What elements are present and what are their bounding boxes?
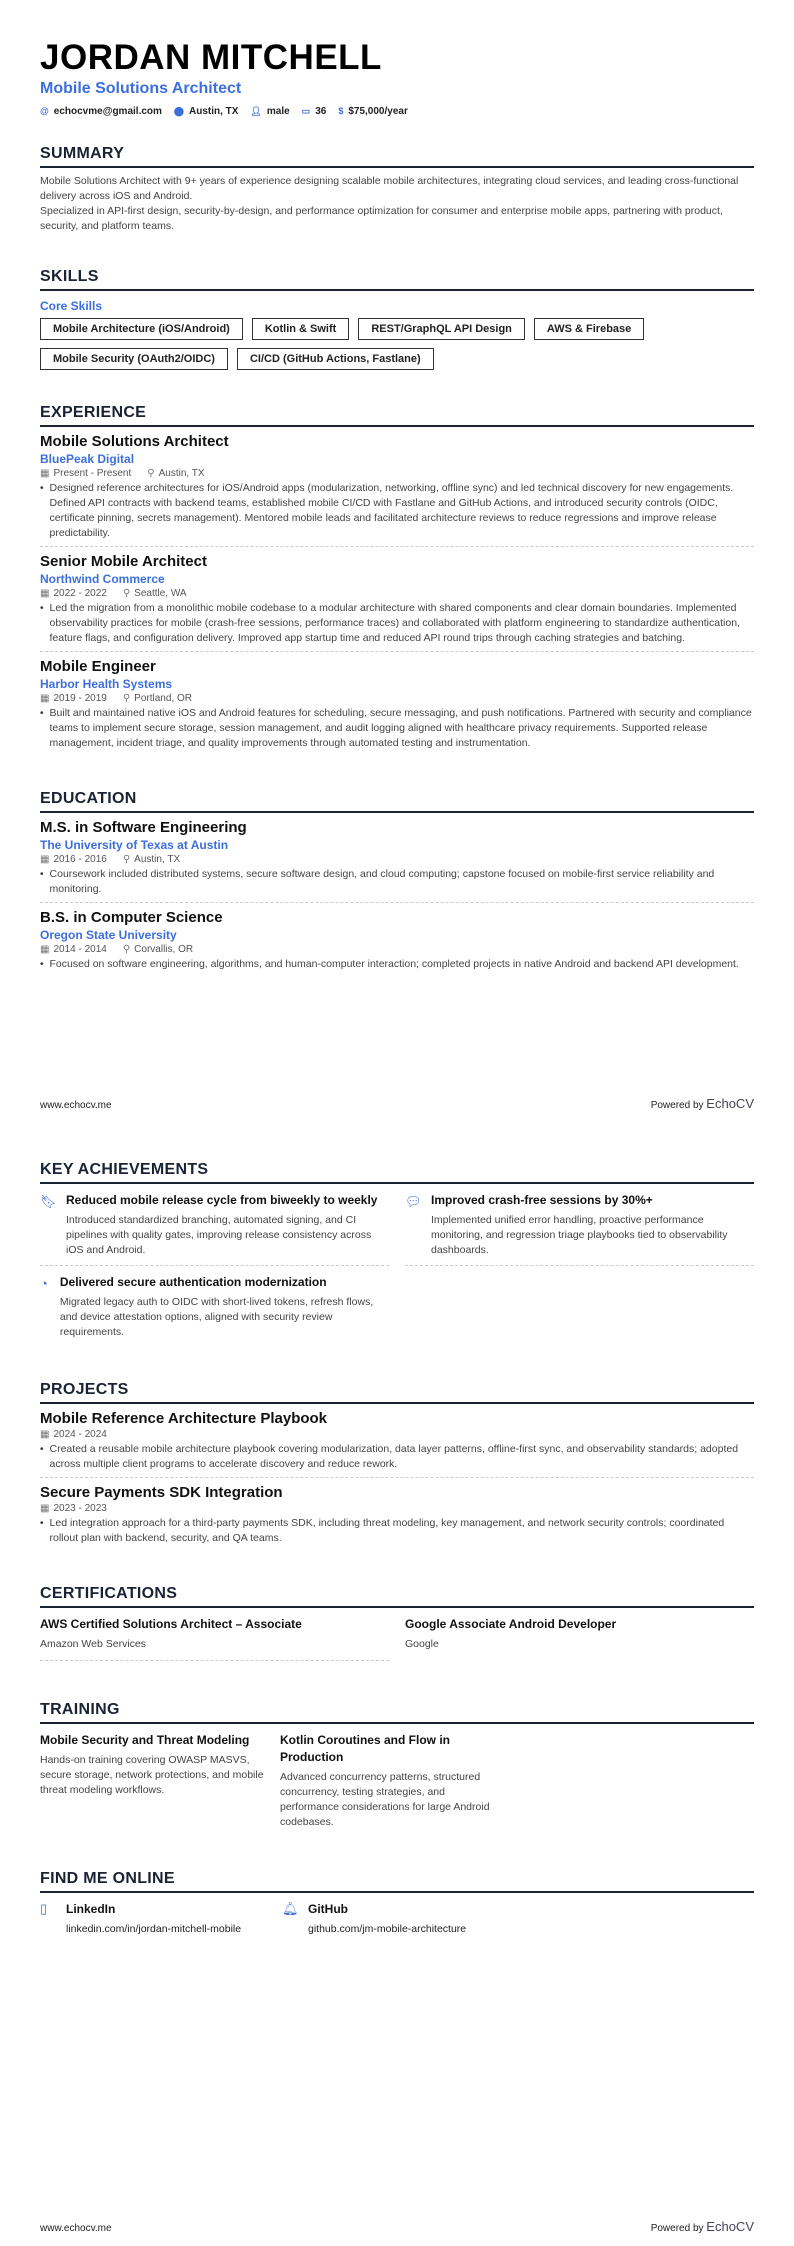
calendar-icon: ▦: [40, 854, 50, 865]
experience-entry: [40, 547, 754, 652]
summary-section: [40, 145, 754, 234]
github-link[interactable]: [282, 1893, 512, 1937]
achievements-section: [40, 1161, 754, 1347]
date-range: ▦ 2023 - 2023: [40, 1503, 107, 1514]
degree: M.S. in Software Engineering: [40, 819, 247, 836]
link-url[interactable]: github.com/jm-mobile-architecture: [308, 1923, 467, 1935]
skill-tag: AWS & Firebase: [534, 318, 644, 340]
bullet-icon: •: [40, 483, 44, 494]
contact-location: ⬤ Austin, TX: [173, 106, 239, 117]
location: ⚲ Seattle, WA: [122, 588, 187, 599]
section-heading: KEY ACHIEVEMENTS: [40, 1161, 754, 1184]
entry-description: Focused on software engineering, algorithms, and human-computer interaction; completed projects in native Android and backend API development.: [49, 958, 739, 970]
education-entry: [40, 903, 754, 977]
training-name: Kotlin Coroutines and Flow in Production: [280, 1733, 450, 1764]
entry-description: Created a reusable mobile architecture playbook covering modularization, data layer patterns, offline-first sync, and observability standards; adopted across multiple client programs to accelerate discovery and reduce rework.: [49, 1443, 739, 1470]
skill-tag: Mobile Architecture (iOS/Android): [40, 318, 243, 340]
bullet-icon: •: [40, 959, 44, 970]
speech-bubble-icon: 💬︎: [405, 1194, 422, 1209]
bullet-icon: •: [40, 1444, 44, 1455]
project-name: Secure Payments SDK Integration: [40, 1484, 283, 1501]
footer-powered: Powered by: [650, 2223, 704, 2234]
achievement-desc: Migrated legacy auth to OIDC with short-lived tokens, refresh flows, and device attestation options, aligned with security review requirements.: [59, 1296, 374, 1338]
project-entry: [40, 1478, 754, 1551]
calendar-icon: ▦: [40, 944, 50, 955]
calendar-icon: ▦: [40, 588, 50, 599]
date-range: ▦ 2016 - 2016: [40, 854, 107, 865]
calendar-icon: ▦: [40, 693, 50, 704]
education-entry: [40, 813, 754, 903]
achievement-title: Reduced mobile release cycle from biweekly to weekly: [66, 1193, 378, 1207]
entry-description: Built and maintained native iOS and Android features for scheduling, secure messaging, and push notifications. Partnered with security and compliance teams to implement secure storage, session management, and audit logging aligned with healthcare privacy requirements. Supported release management, incident triage, and quality improvements through automated testing and instrumentation.: [49, 707, 752, 749]
company-name: Northwind Commerce: [40, 572, 165, 586]
bullet-icon: •: [40, 1518, 44, 1529]
achievement-desc: Introduced standardized branching, automated signing, and CI pipelines with quality gates, improving release consistency across iOS and Android.: [66, 1214, 372, 1256]
entry-description: Led the migration from a monolithic mobile codebase to a modular architecture with shared components and clear domain boundaries. Implemented observability practices for mobile (crash-free sessions, performance traces) and collaborated with platform engineering to standardize authentication, feature flags, and configuration delivery. Improved app startup time and reduced API round trips through caching strategies and batching.: [49, 602, 740, 644]
bookmark-icon: 🔖︎: [40, 1194, 57, 1209]
certifications-section: [40, 1585, 754, 1661]
bullet-icon: •: [40, 708, 44, 719]
location: ⚲ Austin, TX: [147, 468, 205, 479]
project-name: Mobile Reference Architecture Playbook: [40, 1410, 328, 1427]
certification-item: [405, 1608, 754, 1661]
section-heading: SUMMARY: [40, 145, 754, 168]
certification-item: [40, 1608, 389, 1661]
company-name: Harbor Health Systems: [40, 677, 173, 691]
footer-site-link[interactable]: www.echocv.me: [40, 1100, 112, 1111]
experience-entry: [40, 427, 754, 547]
page-footer: [40, 2219, 754, 2234]
calendar-icon: ▭: [301, 106, 311, 116]
online-section: [40, 1870, 754, 1937]
section-heading: TRAINING: [40, 1701, 754, 1724]
job-title: Mobile Engineer: [40, 658, 156, 675]
date-range: ▦ 2014 - 2014: [40, 944, 107, 955]
footer-powered: Powered by: [650, 1100, 704, 1111]
location: ⚲ Corvallis, OR: [122, 944, 194, 955]
contact-salary: $ $75,000/year: [338, 106, 408, 117]
contact-gender: 👤︎ male: [250, 106, 290, 117]
training-desc: Advanced concurrency patterns, structured concurrency, testing strategies, and performance considerations for large Android codebases.: [280, 1771, 490, 1828]
calendar-icon: ▦: [40, 468, 50, 479]
certification-issuer: Google: [405, 1638, 439, 1650]
achievement-title: Delivered secure authentication modernization: [59, 1275, 327, 1289]
calendar-icon: ▦: [40, 1429, 50, 1440]
school-name: The University of Texas at Austin: [40, 838, 229, 852]
location-pin-icon: ⚲: [122, 588, 131, 599]
summary-text: Specialized in API-first design, security-by-design, and performance optimization for consumer and enterprise mobile apps, partnering with product, security, and platform teams.: [40, 205, 723, 232]
person-icon: 👤︎: [250, 106, 262, 116]
school-name: Oregon State University: [40, 928, 177, 942]
location-pin-icon: ⚲: [147, 468, 155, 479]
certification-name: AWS Certified Solutions Architect – Associate: [40, 1617, 302, 1631]
company-name: BluePeak Digital: [40, 452, 135, 466]
footer-site-link[interactable]: www.echocv.me: [40, 2223, 112, 2234]
job-title: Senior Mobile Architect: [40, 553, 207, 570]
section-heading: EDUCATION: [40, 790, 754, 813]
skill-tags: [40, 318, 754, 370]
candidate-title: Mobile Solutions Architect: [40, 80, 242, 97]
training-section: [40, 1701, 754, 1830]
job-title: Mobile Solutions Architect: [40, 433, 229, 450]
link-url[interactable]: linkedin.com/in/jordan-mitchell-mobile: [66, 1923, 242, 1935]
at-icon: @: [40, 106, 49, 116]
section-heading: EXPERIENCE: [40, 404, 754, 427]
contact-age: ▭ 36: [301, 106, 327, 117]
skill-tag: Mobile Security (OAuth2/OIDC): [40, 348, 228, 370]
link-name: LinkedIn: [66, 1902, 116, 1916]
achievement-item: [40, 1184, 389, 1266]
dollar-icon: $: [338, 106, 344, 116]
experience-entry: [40, 652, 754, 756]
entry-description: Designed reference architectures for iOS/Android apps (modularization, networking, offline sync) and led technical discovery for new engagements. Defined API contracts with backend teams, established mobile CI/CD with Fastlane and GitHub Actions, and introduced security controls (OIDC, certificate pinning, secrets management). Mentored mobile leads and facilitated architecture reviews to reduce regressions and improve release predictability.: [49, 482, 734, 539]
page-footer: [40, 1096, 754, 1111]
location-pin-icon: ⚲: [122, 854, 131, 865]
calendar-icon: ▦: [40, 1503, 50, 1514]
project-entry: [40, 1404, 754, 1478]
link-name: GitHub: [308, 1902, 348, 1916]
entry-description: Coursework included distributed systems, secure software design, and cloud computing; capstone focused on mobile-first service reliability and monitoring.: [49, 868, 715, 895]
experience-section: [40, 404, 754, 756]
date-range: ▦ 2024 - 2024: [40, 1429, 107, 1440]
achievement-title: Improved crash-free sessions by 30%+: [431, 1193, 653, 1207]
section-heading: FIND ME ONLINE: [40, 1870, 754, 1893]
candidate-name: JORDAN MITCHELL: [40, 38, 382, 77]
section-heading: CERTIFICATIONS: [40, 1585, 754, 1608]
skills-section: [40, 268, 754, 370]
bell-icon: 🔔︎: [282, 1901, 299, 1916]
location: ⚲ Portland, OR: [122, 693, 192, 704]
section-heading: SKILLS: [40, 268, 754, 291]
training-item: [40, 1732, 266, 1830]
degree: B.S. in Computer Science: [40, 909, 223, 926]
linkedin-link[interactable]: [40, 1893, 270, 1937]
certification-issuer: Amazon Web Services: [40, 1638, 147, 1650]
tablet-icon: ▯: [40, 1901, 48, 1916]
achievement-item: [405, 1184, 754, 1266]
resume-page-2: [0, 1123, 794, 2246]
achievement-item: [40, 1266, 389, 1347]
skill-tag: CI/CD (GitHub Actions, Fastlane): [237, 348, 434, 370]
projects-section: [40, 1381, 754, 1551]
location-pin-icon: ⬤: [173, 106, 184, 116]
contact-row: [40, 106, 754, 117]
bullet-icon: •: [40, 869, 44, 880]
location-pin-icon: ⚲: [122, 944, 131, 955]
training-name: Mobile Security and Threat Modeling: [40, 1733, 250, 1747]
training-desc: Hands-on training covering OWASP MASVS, secure storage, network protections, and mobile threat modeling workflows.: [40, 1754, 264, 1796]
section-heading: PROJECTS: [40, 1381, 754, 1404]
date-range: ▦ 2019 - 2019: [40, 693, 107, 704]
education-section: [40, 790, 754, 977]
skill-tag: REST/GraphQL API Design: [358, 318, 525, 340]
footer-brand[interactable]: EchoCV: [706, 2219, 754, 2234]
clock-icon: ◔: [40, 1276, 48, 1291]
skill-group-label: Core Skills: [40, 299, 103, 313]
contact-email[interactable]: @ echocvme@gmail.com: [40, 106, 162, 117]
entry-description: Led integration approach for a third-party payments SDK, including threat modeling, key management, and network security controls; coordinated rollout plan with backend, security, and QA teams.: [49, 1517, 725, 1544]
date-range: ▦ Present - Present: [40, 468, 132, 479]
location: ⚲ Austin, TX: [122, 854, 181, 865]
date-range: ▦ 2022 - 2022: [40, 588, 107, 599]
bullet-icon: •: [40, 603, 44, 614]
certification-name: Google Associate Android Developer: [405, 1617, 617, 1631]
training-item: [280, 1732, 506, 1830]
achievement-desc: Implemented unified error handling, proactive performance monitoring, and regression triage playbooks tied to observability dashboards.: [431, 1214, 728, 1256]
summary-text: Mobile Solutions Architect with 9+ years of experience designing scalable mobile architectures, integrating cloud services, and leading cross-functional delivery across iOS and Android.: [40, 175, 739, 202]
skill-tag: Kotlin & Swift: [252, 318, 350, 340]
footer-brand[interactable]: EchoCV: [706, 1096, 754, 1111]
location-pin-icon: ⚲: [122, 693, 131, 704]
